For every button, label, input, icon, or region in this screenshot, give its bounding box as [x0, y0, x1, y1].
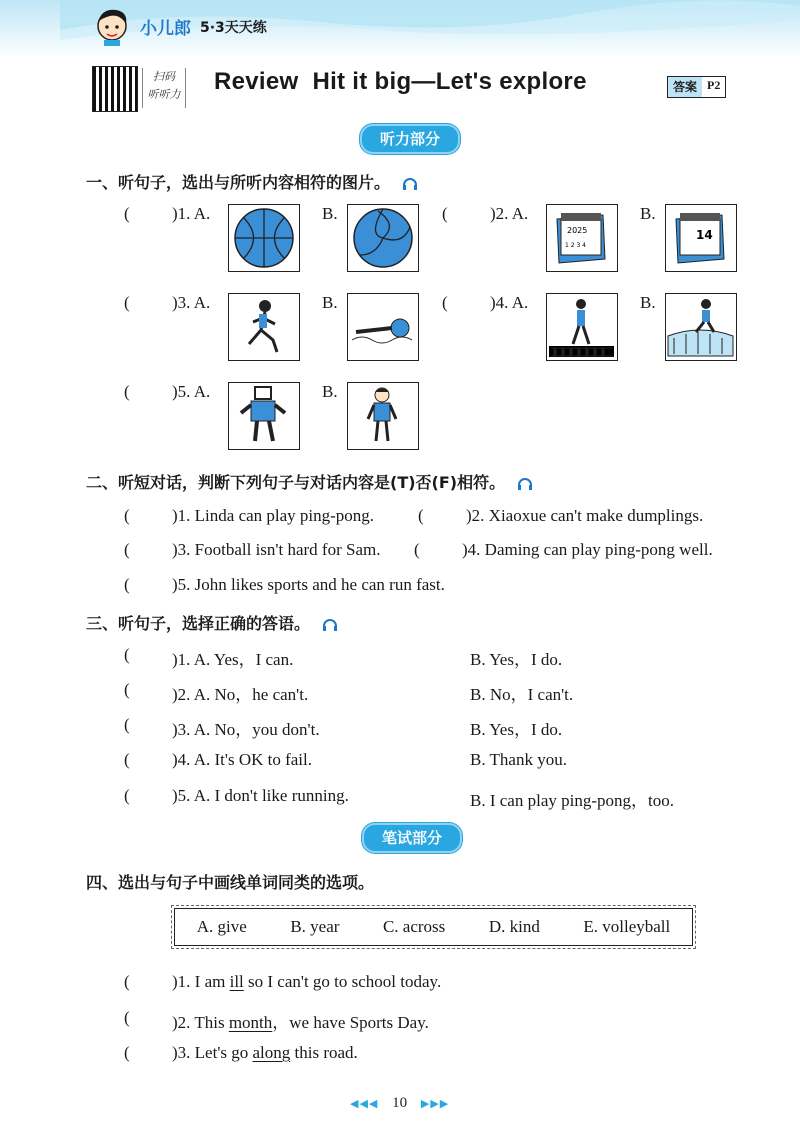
answer-paren[interactable]: ( — [124, 382, 130, 401]
s3-item3-b: B. Yes，I do. — [470, 720, 563, 739]
s4-item1-post: so I can't go to school today. — [243, 972, 442, 991]
listening-banner: 听力部分 — [360, 124, 460, 154]
section2-heading — [86, 470, 533, 493]
s1-item2-label: )2. A. — [490, 204, 529, 223]
prev-arrows-icon[interactable]: ◀◀◀ — [350, 1098, 379, 1110]
s3-item1-b: B. Yes，I do. — [470, 650, 563, 669]
s1-item2-b: B. — [640, 204, 656, 223]
option-c: C. across — [382, 917, 446, 936]
option-d: D. kind — [488, 917, 540, 936]
s3-item3-a: )3. A. No，you don't. — [172, 720, 320, 739]
answer-paren[interactable]: ( — [124, 540, 130, 559]
robot-picture[interactable] — [228, 382, 300, 450]
s4-item3-word: along — [252, 1043, 291, 1062]
s1-item3-b: B. — [322, 293, 338, 312]
s3-item4-b: B. Thank you. — [470, 750, 567, 769]
boy-bridge-picture[interactable] — [665, 293, 737, 361]
s4-item1 — [172, 972, 441, 992]
s2-item3: )3. Football isn't hard for Sam. — [172, 540, 381, 559]
page-number: 10 — [392, 1095, 408, 1111]
next-arrows-icon[interactable]: ▶▶▶ — [420, 1098, 450, 1110]
option-e: E. volleyball — [583, 917, 671, 936]
answer-paren[interactable]: ( — [442, 204, 448, 223]
s1-item1-label: )1. A. — [172, 204, 211, 223]
boy-standing-picture[interactable] — [347, 382, 419, 450]
mascot-logo — [92, 4, 132, 46]
calendar-2025-picture[interactable] — [546, 204, 618, 272]
answer-paren[interactable]: ( — [124, 293, 130, 312]
basketball-picture[interactable] — [228, 204, 300, 272]
s1-item1-b: B. — [322, 204, 338, 223]
s3-item5-a: )5. A. I don't like running. — [172, 786, 349, 805]
answer-label: 答案 — [668, 77, 702, 97]
calendar-14-picture[interactable] — [665, 204, 737, 272]
s3-item2-a: )2. A. No，he can't. — [172, 685, 309, 704]
s4-item1-pre: )1. I am — [172, 972, 230, 991]
answer-paren[interactable]: ( — [124, 645, 130, 664]
headphone-icon[interactable] — [322, 619, 338, 631]
girl-running-picture[interactable] — [228, 293, 300, 361]
s4-item2-pre: )2. This — [172, 1013, 229, 1032]
answer-paren[interactable]: ( — [124, 715, 130, 734]
scan-hint-line2: 听听力 — [147, 88, 181, 101]
scan-hint — [142, 68, 186, 108]
option-b: B. year — [290, 917, 340, 936]
s3-item2-b: B. No，I can't. — [470, 685, 574, 704]
s4-item3-post: this road. — [290, 1043, 358, 1062]
s3-item4-a: )4. A. It's OK to fail. — [172, 750, 312, 769]
s2-item2: )2. Xiaoxue can't make dumplings. — [466, 506, 704, 525]
s4-item2 — [172, 1008, 429, 1033]
brand-name: 小儿郎 — [140, 19, 191, 39]
page-footer — [350, 1095, 449, 1112]
qr-code[interactable] — [92, 66, 138, 112]
answer-paren[interactable]: ( — [124, 786, 130, 805]
answer-paren[interactable]: ( — [124, 1008, 130, 1027]
answer-page: P2 — [707, 78, 721, 92]
section2-heading-text: 二、听短对话，判断下列句子与对话内容是(T)否(F)相符。 — [86, 473, 506, 492]
section3-heading — [86, 611, 338, 634]
answer-paren[interactable]: ( — [418, 506, 424, 525]
s1-item3-label: )3. A. — [172, 293, 211, 312]
s4-item2-post: ，we have Sports Day. — [272, 1013, 429, 1032]
series-name: 5·3天天练 — [200, 20, 267, 36]
answer-paren[interactable]: ( — [124, 575, 130, 594]
headphone-icon[interactable] — [517, 478, 533, 490]
page-title: Review Hit it big—Let's explore — [214, 68, 587, 95]
s1-item5-b: B. — [322, 382, 338, 401]
scan-hint-line1: 扫码 — [153, 70, 175, 83]
answer-badge[interactable] — [667, 76, 726, 98]
s3-item5-b: B. I can play ping-pong，too. — [470, 791, 674, 810]
option-a: A. give — [196, 917, 247, 936]
s4-item2-word: month — [228, 1013, 273, 1032]
headphone-icon[interactable] — [402, 178, 418, 190]
s2-item1: )1. Linda can play ping-pong. — [172, 506, 375, 525]
section4-heading: 四、选出与句子中画线单词同类的选项。 — [86, 873, 375, 892]
answer-paren[interactable]: ( — [124, 750, 130, 769]
s1-item5-label: )5. A. — [172, 382, 211, 401]
s1-item4-b: B. — [640, 293, 656, 312]
answer-paren[interactable]: ( — [442, 293, 448, 312]
word-options-box — [174, 908, 693, 946]
answer-paren[interactable]: ( — [124, 1043, 130, 1062]
section3-heading-text: 三、听句子，选择正确的答语。 — [86, 614, 311, 633]
section1-heading-text: 一、听句子，选出与所听内容相符的图片。 — [86, 173, 391, 192]
svg-text:14: 14 — [696, 228, 713, 242]
s2-item5: )5. John likes sports and he can run fast. — [172, 575, 445, 594]
answer-paren[interactable]: ( — [414, 540, 420, 559]
s1-item4-label: )4. A. — [490, 293, 529, 312]
answer-paren[interactable]: ( — [124, 972, 130, 991]
answer-paren[interactable]: ( — [124, 680, 130, 699]
volleyball-picture[interactable] — [347, 204, 419, 272]
s3-item1-a: )1. A. Yes，I can. — [172, 650, 294, 669]
svg-text:2025: 2025 — [567, 226, 588, 235]
answer-paren[interactable]: ( — [124, 204, 130, 223]
s2-item4: )4. Daming can play ping-pong well. — [462, 540, 713, 559]
section1-heading — [86, 170, 418, 193]
s4-item1-word: ill — [229, 972, 244, 991]
s4-item3-pre: )3. Let's go — [172, 1043, 253, 1062]
boy-swimming-picture[interactable] — [347, 293, 419, 361]
boy-crossing-picture[interactable] — [546, 293, 618, 361]
svg-text:1 2 3 4: 1 2 3 4 — [565, 242, 586, 249]
answer-paren[interactable]: ( — [124, 506, 130, 525]
writing-banner: 笔试部分 — [362, 823, 462, 853]
s4-item3 — [172, 1043, 358, 1063]
